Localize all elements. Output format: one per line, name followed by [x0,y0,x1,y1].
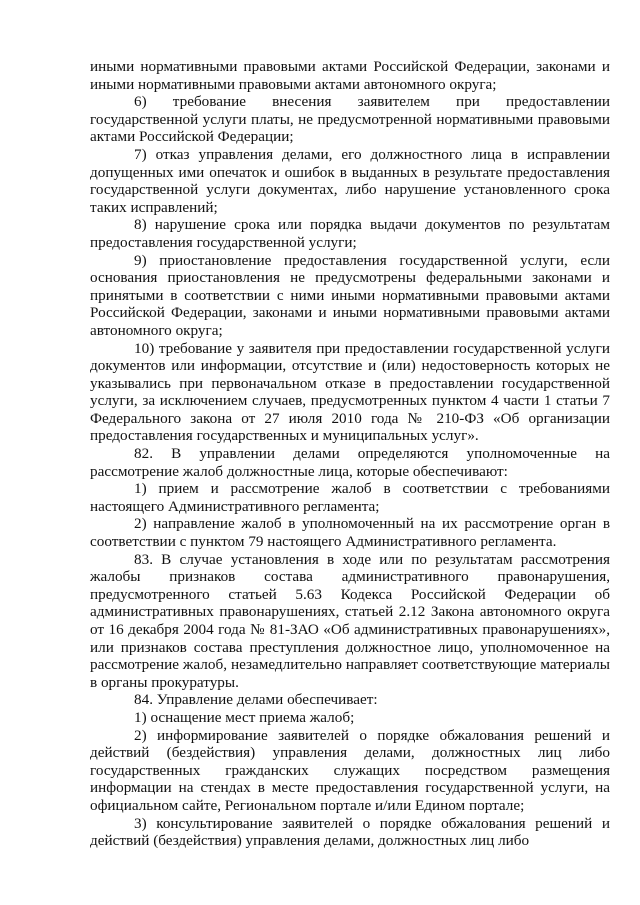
paragraph-item-10: 10) требование у заявителя при предоставлении государственной услуги документов или информации, отсутствие и (или) недостоверность которых не указывались при первоначальном отказе в предоставлении государственной услуги, за исключением случаев, предусмотренных пунктом 4 части 1 статьи 7 Федерального закона от 27 июля 2010 года № 210-ФЗ «Об организации предоставления государственных и муниципальных услуг». [90,339,610,445]
paragraph-item-9: 9) приостановление предоставления государственной услуги, если основания приостановления не предусмотрены федеральными законами и принятыми в соответствии с ними иными нормативными правовыми актами Российской Федерации, законами и иными нормативными правовыми актами автономного округа; [90,251,610,339]
paragraph-clause-82-item-1: 1) прием и рассмотрение жалоб в соответствии с требованиями настоящего Административного регламента; [90,480,610,515]
paragraph-clause-84-item-1: 1) оснащение мест приема жалоб; [134,708,355,726]
paragraph-clause-84: 84. Управление делами обеспечивает: [134,691,378,709]
paragraph-clause-82-item-2: 2) направление жалоб в уполномоченный на их рассмотрение орган в соответствии с пунктом 79 настоящего Административного регламента. [90,515,610,551]
paragraph-clause-82: 82. В управлении делами определяются уполномоченные на рассмотрение жалоб должностные лица, которые обеспечивают: [90,445,610,480]
paragraph-item-8: 8) нарушение срока или порядка выдачи документов по результатам предоставления государственной услуги; [90,216,610,251]
paragraph-clause-84-item-2: 2) информирование заявителей о порядке обжалования решений и действий (бездействия) управления делами, должностных лиц либо государственных гражданских служащих посредством размещения информации на стендах в месте предоставления государственной услуги, на официальном сайте, Региональном портале и/или Едином портале; [90,726,610,814]
document-page [90,58,610,850]
paragraph-clause-84-item-3: 3) консультирование заявителей о порядке обжалования решений и действий (бездействия) управления делами, должностных лиц либо [90,814,610,850]
paragraph-item-7: 7) отказ управления делами, его должностного лица в исправлении допущенных ими опечаток и ошибок в выданных в результате предоставления государственной услуги документах, либо нарушение установленного срока таких исправлений; [90,145,610,216]
paragraph-continuation: иными нормативными правовыми актами Российской Федерации, законами и иными нормативными правовыми актами автономного округа; [90,58,610,93]
paragraph-item-6: 6) требование внесения заявителем при предоставлении государственной услуги платы, не предусмотренной нормативными правовыми актами Российской Федерации; [90,93,610,146]
paragraph-clause-83: 83. В случае установления в ходе или по результатам рассмотрения жалобы признаков состава административного правонарушения, предусмотренного статьей 5.63 Кодекса Российской Федерации об административных правонарушениях, статьей 2.12 Закона автономного округа от 16 декабря 2004 года № 81-ЗАО «Об административных правонарушениях», или признаков состава преступления должностное лицо, уполномоченное на рассмотрение жалоб, незамедлительно направляет соответствующие материалы в органы прокуратуры. [90,550,610,691]
